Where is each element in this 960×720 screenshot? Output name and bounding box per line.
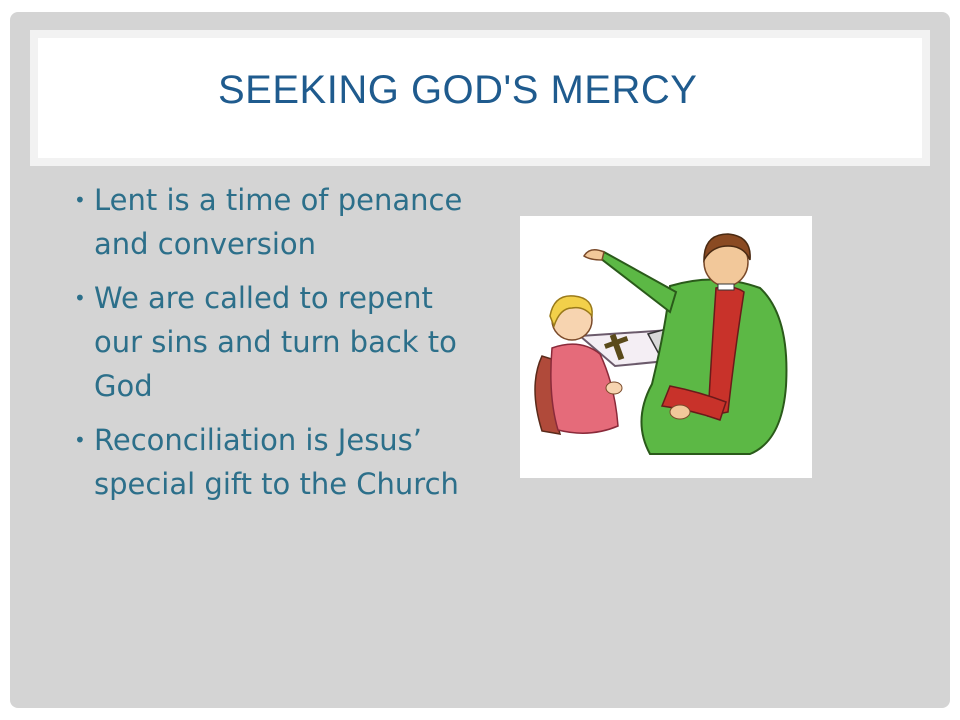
slide bbox=[10, 12, 950, 708]
collar bbox=[718, 284, 734, 290]
bullet-text: Lent is a time of penance and conversion bbox=[94, 183, 463, 261]
priest-hand bbox=[584, 250, 604, 260]
priest-blessing-child-illustration bbox=[520, 216, 812, 478]
bullet-item bbox=[72, 418, 472, 506]
title-box bbox=[30, 30, 930, 166]
slide-title: SEEKING GOD'S MERCY bbox=[218, 68, 698, 112]
bullet-dot-icon: • bbox=[74, 188, 86, 212]
bullet-text: We are called to repent our sins and turn back to God bbox=[94, 281, 457, 403]
bullet-text: Reconciliation is Jesus’ special gift to the Church bbox=[94, 423, 459, 501]
bullet-list bbox=[72, 178, 472, 516]
illustration-svg bbox=[520, 216, 812, 478]
priest-arm bbox=[600, 252, 677, 312]
title-inner bbox=[38, 38, 922, 158]
bullet-dot-icon: • bbox=[74, 286, 86, 310]
bullet-dot-icon: • bbox=[74, 428, 86, 452]
bullet-item bbox=[72, 276, 472, 408]
bullet-item bbox=[72, 178, 472, 266]
